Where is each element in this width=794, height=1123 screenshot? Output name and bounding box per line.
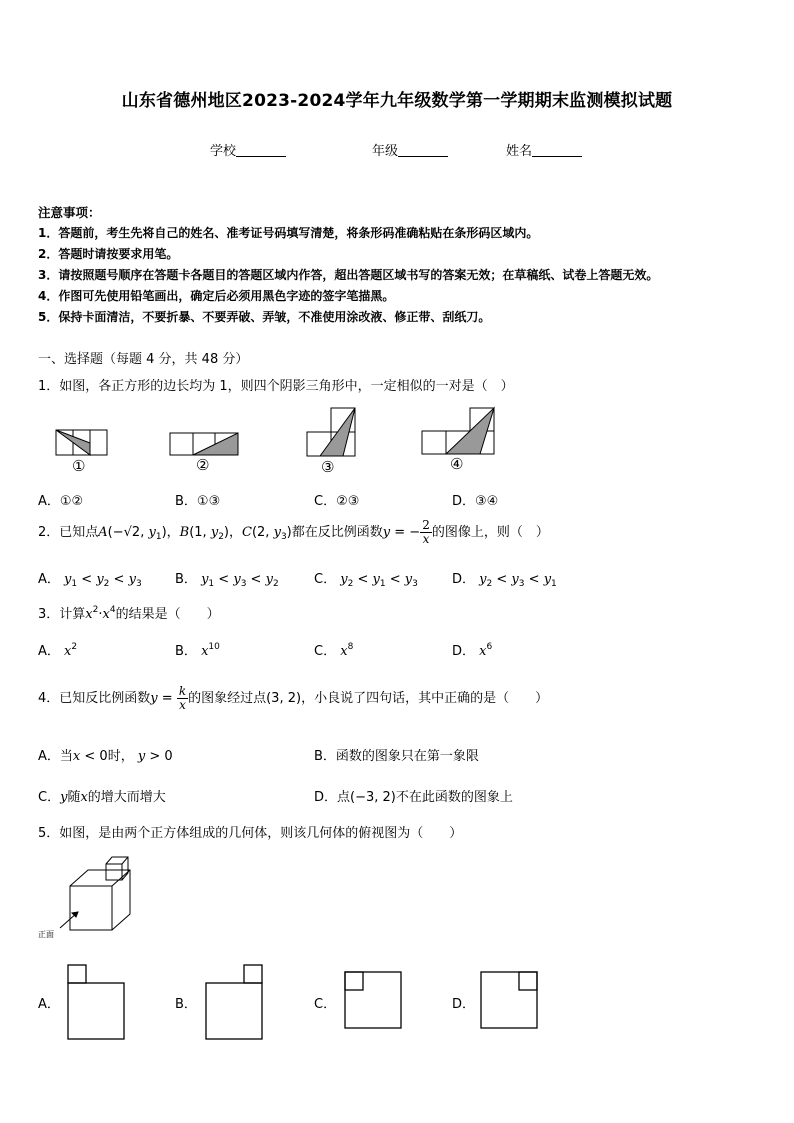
q5-option-d[interactable]: D． xyxy=(452,997,476,1012)
q2-sep: ， xyxy=(229,525,243,540)
notes-heading: 注意事项： xyxy=(38,205,101,220)
figure-label-2: ② xyxy=(196,456,210,474)
q1-option-a[interactable]: A．①② xyxy=(38,494,84,509)
q2-option-d[interactable]: D． $y_2 < y_3 < y_1$ xyxy=(452,572,557,589)
q2-option-a[interactable]: A． $y_1 < y_2 < y_3$ xyxy=(38,572,142,589)
q4-option-c[interactable]: C．y随x的增大而增大 xyxy=(38,790,166,805)
q2-point-a: A xyxy=(98,525,108,540)
q2-option-c[interactable]: C． $y_2 < y_1 < y_3$ xyxy=(314,572,418,589)
front-label: 正面 xyxy=(38,930,54,939)
question-1-text: 1．如图，各正方形的边长均为 1，则四个阴影三角形中，一定相似的一对是（ ） xyxy=(38,379,514,394)
question-2-text: 2．已知点A(−√2, $y_1$)，B(1, $y_2$)，C(2, $y_3$)都在反比例函数y = − $\frac{2}{x}$ 的图像上，则（ ） xyxy=(38,518,549,546)
q5-option-c[interactable]: C． xyxy=(314,997,337,1012)
figure-label-1: ① xyxy=(72,457,86,475)
q2-option-b[interactable]: B． $y_1 < y_3 < y_2$ xyxy=(175,572,279,589)
q4-fraction: $\frac{k}{x}$ xyxy=(178,684,187,712)
q3-option-b[interactable]: B． $x^{10}$ xyxy=(175,642,220,659)
question-5-text: 5．如图，是由两个正方体组成的几何体，则该几何体的俯视图为（ ） xyxy=(38,826,463,841)
q4-option-d[interactable]: D．点(−3, 2)不在此函数的图象上 xyxy=(314,790,513,805)
note-item: 2．答题时请按要求用笔。 xyxy=(38,247,179,261)
q4-option-a[interactable]: A．当x < 0时， y > 0 xyxy=(38,749,173,764)
figure-label-3: ③ xyxy=(321,458,335,476)
q2-point-b: B xyxy=(179,525,190,540)
q2-sep: ， xyxy=(166,525,180,540)
q2-prefix: 2．已知点 xyxy=(38,525,99,540)
q3-option-d[interactable]: D． $x^6$ xyxy=(452,642,493,659)
q1-option-d[interactable]: D．③④ xyxy=(452,494,499,509)
figure-label-4: ④ xyxy=(450,455,464,473)
note-item: 3．请按照题号顺序在答题卡各题目的答题区域内作答，超出答题区域书写的答案无效；在草稿纸、试卷上答题无效。 xyxy=(38,268,659,282)
q3-option-c[interactable]: C． $x^8$ xyxy=(314,642,354,659)
exam-title: 山东省德州地区2023-2024学年九年级数学第一学期期末监测模拟试题 xyxy=(121,91,673,111)
question-4-text: 4．已知反比例函数y = $\frac{k}{x}$ 的图象经过点(3, 2)，小良说了四句话，其中正确的是（ ） xyxy=(38,684,549,712)
q2-point-c: C xyxy=(242,525,252,540)
note-item: 1．答题前，考生先将自己的姓名、准考证号码填写清楚，将条形码准确粘贴在条形码区域内。 xyxy=(38,226,539,240)
grade-label: 年级 xyxy=(372,144,399,159)
name-label: 姓名 xyxy=(506,144,533,159)
q1-option-b[interactable]: B．①③ xyxy=(175,494,221,509)
section-heading: 一、选择题（每题 4 分，共 48 分） xyxy=(38,352,249,367)
school-label: 学校 xyxy=(210,144,237,159)
q2-fraction: $\frac{2}{x}$ xyxy=(422,518,430,546)
q2-function: y xyxy=(382,525,391,540)
note-item: 4．作图可先使用铅笔画出，确定后必须用黑色字迹的签字笔描黑。 xyxy=(38,289,395,303)
question-3-text: 3．计算$x^2\cdot x^4$的结果是（ ） xyxy=(38,605,220,622)
q2-mid: 都在反比例函数 xyxy=(291,525,383,540)
q3-option-a[interactable]: A． $x^2$ xyxy=(38,642,78,659)
q5-option-a[interactable]: A． xyxy=(38,997,60,1012)
q1-option-c[interactable]: C．②③ xyxy=(314,494,360,509)
q2-suffix: 的图像上，则（ ） xyxy=(431,525,549,540)
q5-option-b[interactable]: B． xyxy=(175,997,197,1012)
note-item: 5．保持卡面清洁，不要折暴、不要弄破、弄皱，不准使用涂改液、修正带、刮纸刀。 xyxy=(38,310,491,324)
q4-option-b[interactable]: B．函数的图象只在第一象限 xyxy=(314,749,479,764)
